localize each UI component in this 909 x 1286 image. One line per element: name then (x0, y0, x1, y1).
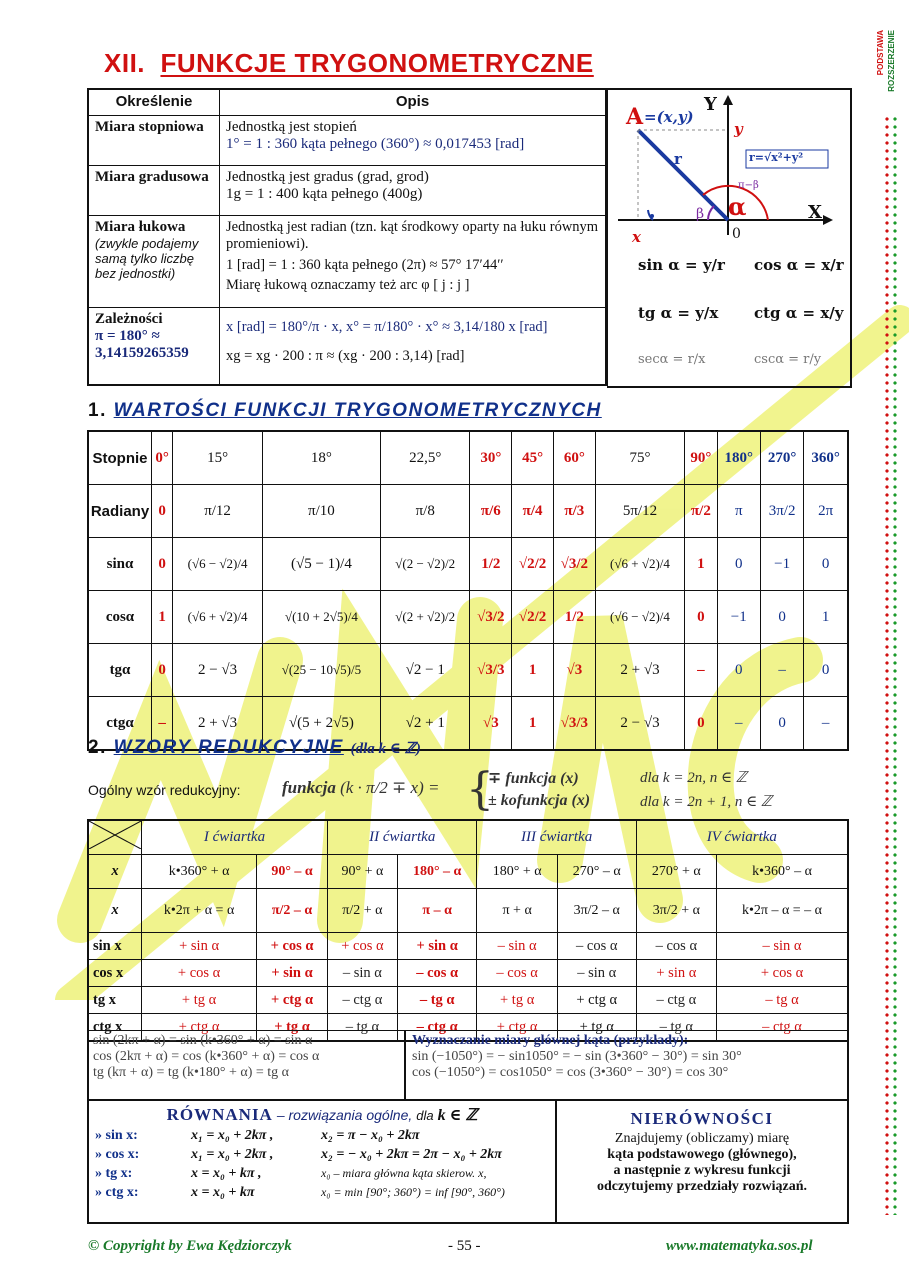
main-angle-box (405, 1030, 849, 1100)
reduction-cell: – tg α (327, 1014, 397, 1042)
angle-cell: 3π/2 – α (557, 889, 636, 933)
def-head-1: Określenie (88, 89, 220, 115)
reduction-cell: – tg α (717, 987, 848, 1014)
reduction-cell: + cos α (717, 960, 848, 987)
def-desc-grad: Jednostką jest gradus (grad, grod) 1g = 1 : 400 kąta pełnego (400g) (220, 165, 607, 215)
point-A-coords: =(x,y) (644, 108, 694, 126)
case-odd: ± kofunkcja (x) (488, 792, 591, 809)
axis-Y-label: Y (704, 94, 717, 115)
value-cell: 0 (804, 644, 848, 697)
formula-sin: sin α = y/r (638, 256, 725, 274)
reduction-cell: – sin α (717, 933, 848, 960)
value-cell: √3/3 (470, 644, 512, 697)
angle-cell: 90° + α (327, 855, 397, 889)
value-cell: π/8 (380, 485, 470, 538)
value-cell: √(25 − 10√5)/5 (262, 644, 380, 697)
reduction-cell: – ctg α (327, 987, 397, 1014)
reduction-cell: + sin α (636, 960, 716, 987)
x-label: x (632, 228, 641, 246)
angle-cell: 90° – α (257, 855, 328, 889)
formula-sec: secα = r/x (638, 352, 706, 367)
value-cell: 90° (685, 431, 717, 485)
value-cell: √2/2 (512, 591, 554, 644)
angle-cell: k•2π – α = – α (717, 889, 848, 933)
value-cell: 2 − √3 (595, 697, 685, 751)
pi-minus-beta-label: π−β (738, 180, 759, 191)
axis-X-label: X (808, 202, 822, 223)
def-name-relations: Zależności π = 180° ≈ 3,14159265359 (88, 307, 220, 385)
value-cell: 0 (685, 591, 717, 644)
main-angle-sin: sin (−1050°) = − sin1050° = − sin (3•360° − 30°) = sin 30° (412, 1049, 742, 1064)
value-cell: 22,5° (380, 431, 470, 485)
main-angle-cos: cos (−1050°) = cos1050° = cos (3•360° − 30°) = cos 30° (412, 1065, 729, 1080)
reduction-table (87, 819, 849, 1042)
value-cell: 1 (804, 591, 848, 644)
trig-values-table (87, 430, 849, 751)
values-row-degrees (88, 431, 848, 485)
reduction-cell: + ctg α (257, 987, 328, 1014)
general-formula-label: Ogólny wzór redukcyjny: (88, 782, 241, 798)
def-name-grad: Miara gradusowa (88, 165, 220, 215)
value-cell: – (152, 697, 173, 751)
case-odd-cond: dla k = 2n + 1, n ∈ ℤ (640, 794, 773, 810)
value-cell: 0° (152, 431, 173, 485)
value-cell: (√6 − √2)/4 (595, 591, 685, 644)
angle-cell: π/2 – α (257, 889, 328, 933)
value-cell: 1/2 (553, 591, 595, 644)
side-label-podstawa: PODSTAWA (876, 30, 885, 76)
value-cell: π/10 (262, 485, 380, 538)
value-cell: 5π/12 (595, 485, 685, 538)
quarter-header: IV ćwiartka (636, 820, 848, 855)
value-cell: √3 (470, 697, 512, 751)
quarter-header: III ćwiartka (477, 820, 636, 855)
reduction-cell: + cos α (327, 933, 397, 960)
reduction-cell: + tg α (477, 987, 557, 1014)
formula-ctg: ctg α = x/y (754, 304, 844, 322)
side-dots-red (885, 115, 889, 1215)
value-cell: 60° (553, 431, 595, 485)
value-cell: 75° (595, 431, 685, 485)
value-cell: π/12 (173, 485, 263, 538)
value-cell: 0 (152, 485, 173, 538)
values-row-cos (88, 591, 848, 644)
reduction-cell: – ctg α (397, 1014, 477, 1042)
equation-row: » sin x: x₁ = x₀ + 2kπ , x₂ = π − x₀ + 2kπ (95, 1128, 420, 1143)
value-cell: √2/2 (512, 538, 554, 591)
value-cell: 0 (717, 644, 760, 697)
x-label: x (88, 889, 142, 933)
value-cell: √3 (553, 644, 595, 697)
reduction-cell: + cos α (257, 933, 328, 960)
value-cell: −1 (760, 538, 803, 591)
reduction-cell: – sin α (557, 960, 636, 987)
corner-cell (88, 820, 142, 855)
angle-cell: 3π/2 + α (636, 889, 716, 933)
value-cell: 2 + √3 (595, 644, 685, 697)
value-cell: π/6 (470, 485, 512, 538)
function-label: cos x (88, 960, 142, 987)
quarter-header: II ćwiartka (327, 820, 477, 855)
reduction-row-xdeg (88, 855, 848, 889)
equation-row: » ctg x: x = x₀ + kπ x₀ = min [90°; 360°) = inf [90°, 360°) (95, 1185, 505, 1200)
value-cell: √(2 + √2)/2 (380, 591, 470, 644)
reduction-cell: + sin α (257, 960, 328, 987)
value-cell: 0 (717, 538, 760, 591)
value-cell: 2 − √3 (173, 644, 263, 697)
reduction-cell: + sin α (397, 933, 477, 960)
value-cell: 0 (804, 538, 848, 591)
value-cell: (√6 + √2)/4 (173, 591, 263, 644)
function-label: sin x (88, 933, 142, 960)
reduction-cell: – cos α (477, 960, 557, 987)
value-cell: (√5 − 1)/4 (262, 538, 380, 591)
value-cell: π/3 (553, 485, 595, 538)
angle-cell: k•2π + α = α (142, 889, 257, 933)
value-cell: 2 + √3 (173, 697, 263, 751)
reduction-cell: + ctg α (477, 1014, 557, 1042)
def-desc-relations: x [rad] = 180°/π · x, x° = π/180° · x° ≈ 3,14/180 x [rad] xg = xg · 200 : π ≈ (xg · 200 : 3,14) [rad] (220, 307, 607, 385)
value-cell: √3/2 (553, 538, 595, 591)
footer-page: - 55 - (448, 1238, 481, 1254)
angle-cell: 270° – α (557, 855, 636, 889)
function-label: ctg x (88, 1014, 142, 1042)
value-cell: √(2 − √2)/2 (380, 538, 470, 591)
def-name-degree: Miara stopniowa (88, 115, 220, 165)
value-cell: 3π/2 (760, 485, 803, 538)
value-cell: √(5 + 2√5) (262, 697, 380, 751)
equations-heading: RÓWNANIA – rozwiązania ogólne, dla k ∈ ℤ (166, 1105, 478, 1124)
value-cell: √3/2 (470, 591, 512, 644)
values-row-tg (88, 644, 848, 697)
angle-cell: 270° + α (636, 855, 716, 889)
value-cell: 0 (152, 644, 173, 697)
angle-cell: k•360° + α (142, 855, 257, 889)
reduction-cell: – cos α (397, 960, 477, 987)
alpha-label: α (728, 192, 747, 221)
side-dots-green (893, 115, 897, 1215)
case-even-cond: dla k = 2n, n ∈ ℤ (640, 770, 747, 786)
value-cell: 15° (173, 431, 263, 485)
values-rowlabel: cosα (88, 591, 152, 644)
reduction-row-xrad (88, 889, 848, 933)
value-cell: 180° (717, 431, 760, 485)
value-cell: √2 − 1 (380, 644, 470, 697)
reduction-cell: + sin α (142, 933, 257, 960)
reduction-cell: – cos α (557, 933, 636, 960)
value-cell: √3/3 (553, 697, 595, 751)
def-head-2: Opis (220, 89, 607, 115)
values-rowlabel: Radiany (88, 485, 152, 538)
footer-url: www.matematyka.sos.pl (666, 1238, 813, 1254)
main-angle-title: Wyznaczanie miary głównej kąta (przykłady): (412, 1033, 689, 1048)
equations-box (87, 1100, 557, 1224)
def-name-arc: Miara łukowa (zwykle podajemy samą tylko liczbę bez jednostki) (88, 215, 220, 307)
section2-heading: 2. WZORY REDUKCYJNE (dla k ∈ ℤ) (88, 737, 421, 758)
reduction-cell: + cos α (142, 960, 257, 987)
reduction-cell: + tg α (257, 1014, 328, 1042)
value-cell: 1 (685, 538, 717, 591)
point-A-label: A (626, 104, 644, 130)
ineq-line-3: a następnie z wykresu funkcji (613, 1163, 791, 1178)
values-rowlabel: sinα (88, 538, 152, 591)
value-cell: 1 (512, 644, 554, 697)
def-desc-degree: Jednostką jest stopień 1° = 1 : 360 kąta pełnego (360°) ≈ 0,017453 [rad] (220, 115, 607, 165)
value-cell: π/2 (685, 485, 717, 538)
ineq-line-1: Znajdujemy (obliczamy) miarę (614, 1131, 790, 1146)
period-tg: tg (kπ + α) = tg (k•180° + α) = tg α (93, 1065, 289, 1080)
definitions-table (87, 88, 607, 386)
beta-label: β (696, 206, 705, 222)
angle-cell: 180° – α (397, 855, 477, 889)
reduction-row (88, 960, 848, 987)
value-cell: 0 (152, 538, 173, 591)
reduction-row (88, 987, 848, 1014)
inequalities-box (557, 1100, 849, 1224)
inequalities-title: NIERÓWNOŚCI (630, 1109, 774, 1128)
angle-cell: π/2 + α (327, 889, 397, 933)
value-cell: √(10 + 2√5)/4 (262, 591, 380, 644)
r-label: r (674, 150, 682, 168)
ineq-line-2: kąta podstawowego (głównego), (607, 1147, 797, 1162)
brace: { (466, 764, 494, 815)
value-cell: 30° (470, 431, 512, 485)
value-cell: π (717, 485, 760, 538)
period-sin: sin (2kπ + α) = sin (k•360° + α) = sin α (93, 1033, 313, 1048)
period-cos: cos (2kπ + α) = cos (k•360° + α) = cos α (93, 1049, 320, 1064)
reduction-cell: – tg α (636, 1014, 716, 1042)
general-formula-fn: funkcja (k · π/2 ∓ x) = (282, 778, 440, 797)
value-cell: – (685, 644, 717, 697)
value-cell: – (804, 697, 848, 751)
function-label: tg x (88, 987, 142, 1014)
formula-tg: tg α = y/x (638, 304, 719, 322)
r-formula: r=√x²+y² (749, 151, 804, 164)
equations-rows (95, 1128, 549, 1201)
value-cell: 45° (512, 431, 554, 485)
value-cell: 1 (152, 591, 173, 644)
value-cell: – (717, 697, 760, 751)
value-cell: 0 (760, 591, 803, 644)
title-number: XII. (104, 48, 146, 78)
angle-cell: π + α (477, 889, 557, 933)
value-cell: 2π (804, 485, 848, 538)
reduction-cell: – tg α (397, 987, 477, 1014)
reduction-cell: + ctg α (557, 987, 636, 1014)
values-rowlabel: ctgα (88, 697, 152, 751)
periodicity-box (87, 1030, 405, 1100)
values-rowlabel: Stopnie (88, 431, 152, 485)
value-cell: −1 (717, 591, 760, 644)
value-cell: 18° (262, 431, 380, 485)
x-label: x (88, 855, 142, 889)
value-cell: (√6 + √2)/4 (595, 538, 685, 591)
ineq-line-4: odczytujemy przedziały rozwiązań. (596, 1179, 808, 1194)
title-text: FUNKCJE TRYGONOMETRYCZNE (160, 48, 594, 78)
angle-cell: 180° + α (477, 855, 557, 889)
angle-cell: π – α (397, 889, 477, 933)
value-cell: π/4 (512, 485, 554, 538)
case-even: ∓ funkcja (x) (488, 770, 579, 787)
value-cell: 1/2 (470, 538, 512, 591)
value-cell: (√6 − √2)/4 (173, 538, 263, 591)
value-cell: 1 (512, 697, 554, 751)
reduction-cell: + tg α (557, 1014, 636, 1042)
def-desc-arc: Jednostką jest radian (tzn. kąt środkowy oparty na łuku równym promieniowi). 1 [rad] = 1 : 360 kąta pełnego (2π) ≈ 57° 17′44′′ Miarę łukową oznaczamy też arc φ [ j : j ] (220, 215, 607, 307)
value-cell: 360° (804, 431, 848, 485)
reduction-cell: + tg α (142, 987, 257, 1014)
values-rowlabel: tgα (88, 644, 152, 697)
quarter-header: I ćwiartka (142, 820, 328, 855)
formula-cos: cos α = x/r (754, 256, 844, 274)
reduction-cell: – sin α (477, 933, 557, 960)
value-cell: 0 (760, 697, 803, 751)
equation-row: » cos x: x₁ = x₀ + 2kπ , x₂ = − x₀ + 2kπ = 2π − x₀ + 2kπ (95, 1147, 502, 1162)
reduction-cell: – sin α (327, 960, 397, 987)
values-row-sin (88, 538, 848, 591)
page-title (104, 48, 594, 79)
side-label-rozszerzenie: ROZSZERZENIE (887, 30, 896, 92)
y-label: y (734, 120, 743, 138)
unit-circle-diagram (607, 88, 852, 388)
value-cell: – (760, 644, 803, 697)
footer-copyright: © Copyright by Ewa Kędziorczyk (88, 1238, 292, 1254)
reduction-cell: – ctg α (717, 1014, 848, 1042)
reduction-cell: – ctg α (636, 987, 716, 1014)
angle-cell: k•360° – α (717, 855, 848, 889)
value-cell: 0 (685, 697, 717, 751)
values-row-radians (88, 485, 848, 538)
value-cell: √2 + 1 (380, 697, 470, 751)
reduction-cell: – cos α (636, 933, 716, 960)
reduction-cell: + ctg α (142, 1014, 257, 1042)
equation-row: » tg x: x = x₀ + kπ , x₀ – miara główna kąta skierow. x, (95, 1166, 487, 1181)
section1-heading: 1. WARTOŚCI FUNKCJI TRYGONOMETRYCZNYCH (88, 400, 602, 421)
value-cell: 270° (760, 431, 803, 485)
formula-csc: cscα = r/y (754, 352, 822, 367)
origin-label: 0 (732, 226, 741, 242)
reduction-row (88, 933, 848, 960)
